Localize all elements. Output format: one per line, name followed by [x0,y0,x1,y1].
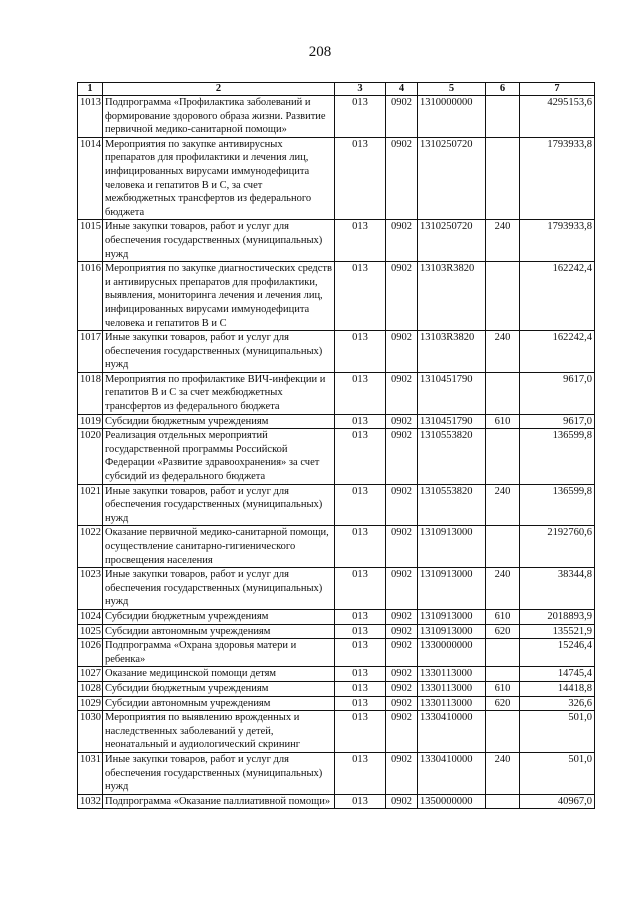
row-number-cell: 1019 [78,414,103,429]
target-article-cell: 1330410000 [418,711,486,753]
admin-code-cell: 013 [335,429,386,484]
item-name-cell: Мероприятия по закупке диагностических средств и антивирусных препаратов для профилактики, выявления, мониторинга лечения и лечения лиц, инфицированных вирусами иммунодефицита человека и гепатитов В и С [103,262,335,331]
item-name-cell: Реализация отдельных мероприятий государственной программы Российской Федерации «Развитие здравоохранения» за счет субсидий из федерального бюджета [103,429,335,484]
expense-type-cell [486,526,520,568]
item-name-cell: Подпрограмма «Оказание паллиативной помощи» [103,794,335,809]
item-name-cell: Подпрограмма «Профилактика заболеваний и формирование здорового образа жизни. Развитие первичной медико-санитарной помощи» [103,96,335,138]
table-row [78,414,595,429]
target-article-cell: 1350000000 [418,794,486,809]
item-name-cell: Оказание медицинской помощи детям [103,667,335,682]
row-number-cell: 1013 [78,96,103,138]
expense-type-cell: 240 [486,484,520,526]
section-code-cell: 0902 [386,414,418,429]
table-row [78,96,595,138]
section-code-cell: 0902 [386,681,418,696]
target-article-cell: 1310250720 [418,137,486,220]
table-row [78,429,595,484]
amount-cell: 2018893,9 [520,609,595,624]
table-row [78,711,595,753]
table-row [78,624,595,639]
target-article-cell: 1310553820 [418,429,486,484]
section-code-cell: 0902 [386,220,418,262]
admin-code-cell: 013 [335,137,386,220]
table-body [78,96,595,809]
row-number-cell: 1028 [78,681,103,696]
table-row [78,262,595,331]
column-header: 7 [520,83,595,96]
amount-cell: 38344,8 [520,568,595,610]
amount-cell: 136599,8 [520,484,595,526]
section-code-cell: 0902 [386,137,418,220]
expense-type-cell [486,667,520,682]
item-name-cell: Мероприятия по закупке антивирусных препаратов для профилактики и лечения лиц, инфицированных вирусами иммунодефицита человека и гепатитов В и С, за счет межбюджетных трансфертов из федерального бюджета [103,137,335,220]
column-header: 3 [335,83,386,96]
expense-type-cell [486,639,520,667]
admin-code-cell: 013 [335,624,386,639]
expense-type-cell: 610 [486,414,520,429]
row-number-cell: 1020 [78,429,103,484]
column-header: 5 [418,83,486,96]
budget-table [77,82,595,809]
expense-type-cell [486,262,520,331]
admin-code-cell: 013 [335,681,386,696]
section-code-cell: 0902 [386,331,418,373]
expense-type-cell [486,794,520,809]
item-name-cell: Иные закупки товаров, работ и услуг для обеспечения государственных (муниципальных) нужд [103,568,335,610]
amount-cell: 162242,4 [520,331,595,373]
target-article-cell: 1310451790 [418,414,486,429]
row-number-cell: 1029 [78,696,103,711]
admin-code-cell: 013 [335,220,386,262]
target-article-cell: 1310913000 [418,568,486,610]
item-name-cell: Субсидии автономным учреждениям [103,696,335,711]
admin-code-cell: 013 [335,372,386,414]
item-name-cell: Иные закупки товаров, работ и услуг для обеспечения государственных (муниципальных) нужд [103,220,335,262]
admin-code-cell: 013 [335,609,386,624]
amount-cell: 9617,0 [520,372,595,414]
section-code-cell: 0902 [386,609,418,624]
table-row [78,372,595,414]
admin-code-cell: 013 [335,667,386,682]
admin-code-cell: 013 [335,414,386,429]
row-number-cell: 1025 [78,624,103,639]
target-article-cell: 13103R3820 [418,262,486,331]
item-name-cell: Субсидии бюджетным учреждениям [103,681,335,696]
table-row [78,137,595,220]
column-header: 6 [486,83,520,96]
item-name-cell: Иные закупки товаров, работ и услуг для обеспечения государственных (муниципальных) нужд [103,484,335,526]
table-row [78,639,595,667]
section-code-cell: 0902 [386,262,418,331]
item-name-cell: Иные закупки товаров, работ и услуг для обеспечения государственных (муниципальных) нужд [103,331,335,373]
item-name-cell: Иные закупки товаров, работ и услуг для обеспечения государственных (муниципальных) нужд [103,752,335,794]
expense-type-cell [486,372,520,414]
amount-cell: 14745,4 [520,667,595,682]
amount-cell: 2192760,6 [520,526,595,568]
admin-code-cell: 013 [335,711,386,753]
row-number-cell: 1018 [78,372,103,414]
table-row [78,667,595,682]
admin-code-cell: 013 [335,262,386,331]
item-name-cell: Оказание первичной медико-санитарной помощи, осуществление санитарно-гигиенического просвещения населения [103,526,335,568]
table-row [78,331,595,373]
amount-cell: 1793933,8 [520,220,595,262]
table-row [78,794,595,809]
target-article-cell: 1310250720 [418,220,486,262]
item-name-cell: Подпрограмма «Охрана здоровья матери и ребенка» [103,639,335,667]
table-row [78,752,595,794]
section-code-cell: 0902 [386,568,418,610]
admin-code-cell: 013 [335,696,386,711]
target-article-cell: 1310451790 [418,372,486,414]
column-header: 4 [386,83,418,96]
table-row [78,526,595,568]
page-number: 208 [308,44,332,60]
amount-cell: 15246,4 [520,639,595,667]
amount-cell: 14418,8 [520,681,595,696]
expense-type-cell [486,429,520,484]
amount-cell: 501,0 [520,752,595,794]
target-article-cell: 13103R3820 [418,331,486,373]
expense-type-cell: 610 [486,681,520,696]
expense-type-cell: 240 [486,568,520,610]
table-row [78,681,595,696]
admin-code-cell: 013 [335,331,386,373]
column-header: 1 [78,83,103,96]
item-name-cell: Субсидии бюджетным учреждениям [103,609,335,624]
target-article-cell: 1310553820 [418,484,486,526]
expense-type-cell: 240 [486,752,520,794]
expense-type-cell [486,137,520,220]
row-number-cell: 1023 [78,568,103,610]
admin-code-cell: 013 [335,96,386,138]
table-row [78,220,595,262]
expense-type-cell: 240 [486,220,520,262]
table-row [78,696,595,711]
table-row [78,484,595,526]
expense-type-cell: 620 [486,624,520,639]
target-article-cell: 1310913000 [418,526,486,568]
section-code-cell: 0902 [386,639,418,667]
row-number-cell: 1027 [78,667,103,682]
row-number-cell: 1016 [78,262,103,331]
target-article-cell: 1330410000 [418,752,486,794]
amount-cell: 40967,0 [520,794,595,809]
target-article-cell: 1330113000 [418,696,486,711]
section-code-cell: 0902 [386,711,418,753]
expense-type-cell [486,711,520,753]
section-code-cell: 0902 [386,96,418,138]
target-article-cell: 1330000000 [418,639,486,667]
target-article-cell: 1330113000 [418,667,486,682]
target-article-cell: 1310000000 [418,96,486,138]
row-number-cell: 1031 [78,752,103,794]
target-article-cell: 1310913000 [418,609,486,624]
amount-cell: 135521,9 [520,624,595,639]
admin-code-cell: 013 [335,568,386,610]
admin-code-cell: 013 [335,752,386,794]
row-number-cell: 1026 [78,639,103,667]
admin-code-cell: 013 [335,484,386,526]
section-code-cell: 0902 [386,429,418,484]
amount-cell: 4295153,6 [520,96,595,138]
amount-cell: 162242,4 [520,262,595,331]
target-article-cell: 1330113000 [418,681,486,696]
amount-cell: 1793933,8 [520,137,595,220]
section-code-cell: 0902 [386,484,418,526]
section-code-cell: 0902 [386,794,418,809]
expense-type-cell [486,96,520,138]
row-number-cell: 1030 [78,711,103,753]
row-number-cell: 1014 [78,137,103,220]
row-number-cell: 1015 [78,220,103,262]
amount-cell: 501,0 [520,711,595,753]
admin-code-cell: 013 [335,794,386,809]
section-code-cell: 0902 [386,752,418,794]
item-name-cell: Мероприятия по профилактике ВИЧ-инфекции и гепатитов В и С за счет межбюджетных трансфертов из федерального бюджета [103,372,335,414]
amount-cell: 9617,0 [520,414,595,429]
row-number-cell: 1022 [78,526,103,568]
table-row [78,568,595,610]
row-number-cell: 1017 [78,331,103,373]
target-article-cell: 1310913000 [418,624,486,639]
section-code-cell: 0902 [386,696,418,711]
expense-type-cell: 610 [486,609,520,624]
row-number-cell: 1032 [78,794,103,809]
section-code-cell: 0902 [386,526,418,568]
section-code-cell: 0902 [386,372,418,414]
amount-cell: 326,6 [520,696,595,711]
item-name-cell: Субсидии бюджетным учреждениям [103,414,335,429]
item-name-cell: Мероприятия по выявлению врожденных и наследственных заболеваний у детей, неонатальный и аудиологический скрининг [103,711,335,753]
header-row [78,83,595,96]
admin-code-cell: 013 [335,526,386,568]
table-row [78,609,595,624]
expense-type-cell: 240 [486,331,520,373]
column-header: 2 [103,83,335,96]
expense-type-cell: 620 [486,696,520,711]
amount-cell: 136599,8 [520,429,595,484]
section-code-cell: 0902 [386,667,418,682]
row-number-cell: 1021 [78,484,103,526]
item-name-cell: Субсидии автономным учреждениям [103,624,335,639]
row-number-cell: 1024 [78,609,103,624]
section-code-cell: 0902 [386,624,418,639]
admin-code-cell: 013 [335,639,386,667]
